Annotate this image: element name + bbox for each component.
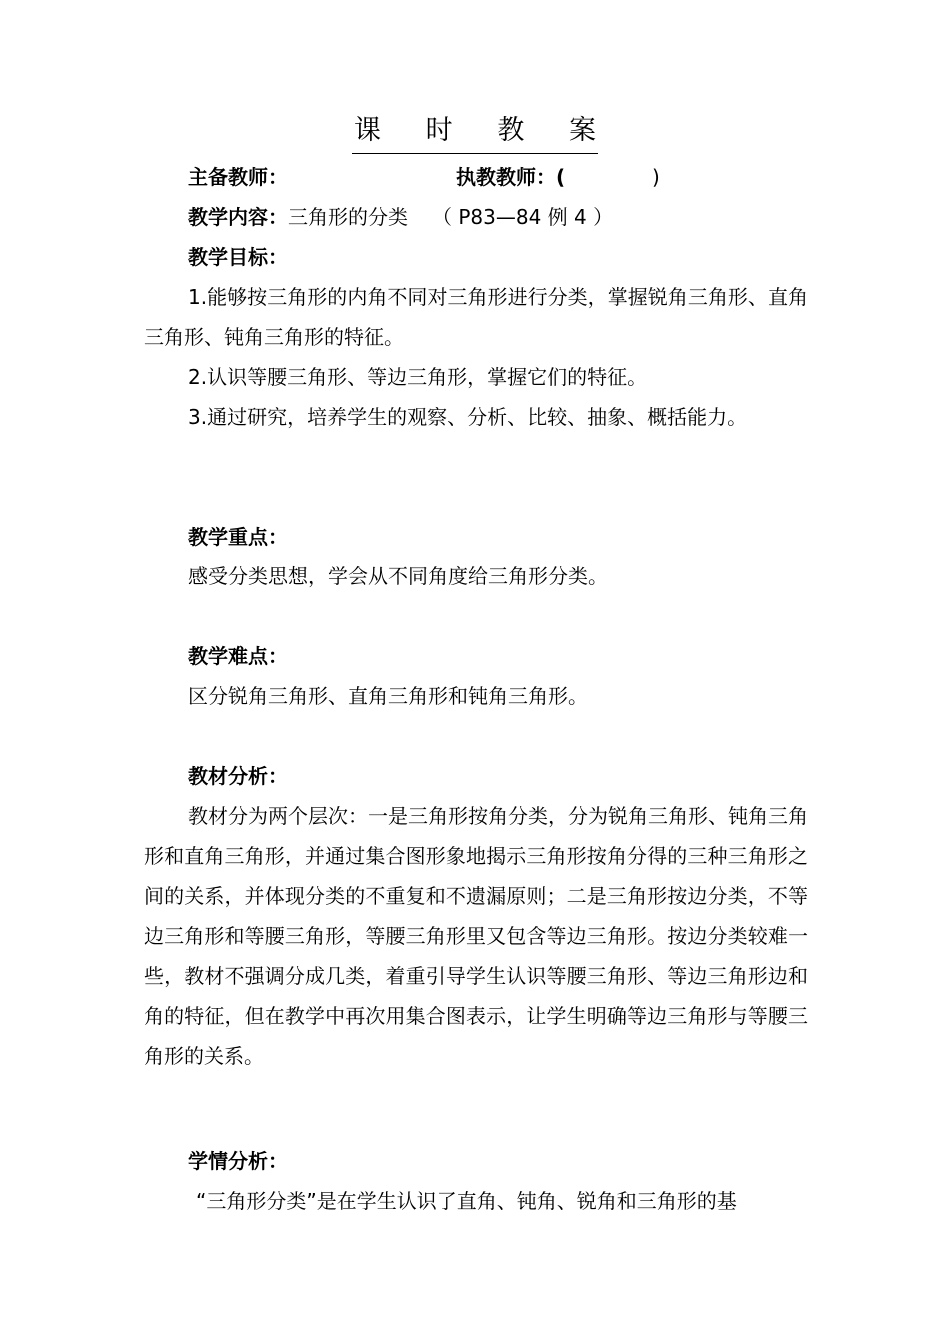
key-points-text: 感受分类思想，学会从不同角度给三角形分类。 (188, 564, 608, 588)
content-label: 教学内容： (188, 205, 288, 229)
goal-item-1: 1.能够按三角形的内角不同对三角形进行分类，掌握锐角三角形、直角三角形、钝角三角形的特征。 (144, 285, 808, 349)
material-text: 教材分为两个层次：一是三角形按角分类，分为锐角三角形、钝角三角形和直角三角形，并通过集合图形象地揭示三角形按角分得的三种三角形之间的关系，并体现分类的不重复和不遗漏原则；二是三角形按边分类，不等边三角形和等腰三角形，等腰三角形里又包含等边三角形。按边分类较难一些，教材不强调分成几类，着重引导学生认识等腰三角形、等边三角形边和角的特征，但在教学中再次用集合图表示，让学生明确等边三角形与等腰三角形的关系。 (144, 804, 808, 1068)
title-char: 课 (354, 115, 381, 146)
content-ref: （ P83—84 例 4 ） (432, 205, 614, 229)
goals-heading: 教学目标： (188, 245, 288, 269)
goal-item-2: 2.认识等腰三角形、等边三角形，掌握它们的特征。 (188, 365, 648, 389)
difficulties-heading: 教学难点： (188, 644, 288, 668)
title-char: 时 (425, 115, 453, 146)
content-line (188, 205, 613, 229)
goal-item-3: 3.通过研究，培养学生的观察、分析、比较、抽象、概括能力。 (188, 405, 748, 429)
exec-teacher-close: ) (652, 165, 660, 189)
exec-teacher-label: 执教教师：( (456, 165, 566, 189)
title-char: 案 (568, 115, 596, 146)
students-heading: 学情分析： (188, 1149, 288, 1173)
difficulties-text: 区分锐角三角形、直角三角形和钝角三角形。 (188, 684, 588, 708)
title-char: 教 (497, 115, 525, 146)
key-points-heading: 教学重点： (188, 525, 288, 549)
students-text: “三角形分类”是在学生认识了直角、钝角、锐角和三角形的基 (196, 1189, 737, 1213)
lead-teacher-label: 主备教师： (188, 165, 288, 189)
material-heading: 教材分析： (188, 764, 288, 788)
content-value: 三角形的分类 (288, 205, 408, 229)
page-title (352, 112, 598, 154)
